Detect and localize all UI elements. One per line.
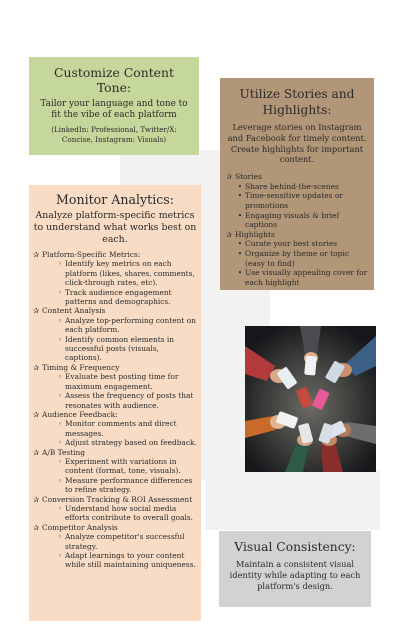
star-icon: ✰	[33, 362, 40, 372]
hollow-bullet-icon: ◦	[57, 419, 63, 429]
stories-list	[226, 172, 368, 287]
list-item: • Curate your best stories	[235, 239, 368, 249]
list-item: ◦ Adapt learnings to your content while still maintaining uniqueness.	[55, 551, 197, 570]
phones-illustration	[245, 326, 376, 472]
sub-list	[235, 239, 368, 287]
list-item: • Time-sensitive updates or promotions	[235, 191, 368, 210]
bullet-icon: •	[237, 181, 243, 191]
hollow-bullet-icon: ◦	[57, 456, 63, 466]
section-heading: ✰ Content Analysis	[33, 306, 106, 316]
star-icon: ✰	[33, 306, 40, 316]
analytics-description: Analyze platform-specific metrics to understand what works best on each.	[33, 210, 197, 245]
star-icon: ✰	[226, 229, 233, 239]
list-item: ◦ Track audience engagement patterns and demographics.	[55, 288, 197, 307]
list-item: ◦ Experiment with variations in content (format, tone, visuals).	[55, 457, 197, 476]
stories-highlights-card	[220, 78, 374, 290]
sub-list	[55, 372, 197, 410]
customize-description: Tailor your language and tone to fit the vibe of each platform	[40, 99, 188, 120]
section-heading: ✰ Conversion Tracking & ROI Assessment	[33, 494, 193, 504]
hollow-bullet-icon: ◦	[57, 532, 63, 542]
hollow-bullet-icon: ◦	[57, 287, 63, 297]
visual-title: Visual Consistency:	[234, 540, 356, 554]
list-item: ◦ Understand how social media efforts contribute to overall goals.	[55, 504, 197, 523]
sub-list	[55, 532, 197, 570]
hollow-bullet-icon: ◦	[57, 372, 63, 382]
section-heading: ✰ Competitor Analysis	[33, 522, 118, 532]
sub-list	[55, 504, 197, 523]
hollow-bullet-icon: ◦	[57, 551, 63, 560]
hollow-bullet-icon: ◦	[57, 503, 63, 513]
list-item: ◦ Evaluate best posting time for maximum engagement.	[55, 372, 197, 391]
stories-title: Utilize Stories and Highlights:	[239, 87, 355, 117]
list-item: ◦ Monitor comments and direct messages.	[55, 419, 197, 438]
section-heading: ✰ Stories	[226, 172, 262, 182]
hands-holding-phones-photo	[245, 326, 376, 472]
hollow-bullet-icon: ◦	[57, 475, 63, 485]
customize-tone-card	[29, 57, 199, 155]
list-item: ◦ Identify common elements in successful posts (visuals, captions).	[55, 335, 197, 363]
list-item: • Organize by theme or topic (easy to find)	[235, 249, 368, 268]
sub-list	[235, 182, 368, 230]
visual-consistency-card	[219, 531, 371, 607]
bullet-icon: •	[237, 210, 243, 220]
sub-list	[55, 316, 197, 363]
list-item: ◦ Assess the frequency of posts that resonates with audience.	[55, 391, 197, 410]
hollow-bullet-icon: ◦	[57, 438, 63, 448]
sub-list	[55, 419, 197, 447]
star-icon: ✰	[33, 409, 40, 419]
background-block	[205, 470, 380, 530]
hollow-bullet-icon: ◦	[57, 259, 63, 269]
bullet-icon: •	[237, 268, 243, 278]
bullet-icon: •	[237, 191, 243, 201]
list-item: • Use visually appealing cover for each highlight	[235, 268, 368, 287]
bullet-icon: •	[237, 248, 243, 258]
list-item: ◦ Measure performance differences to refine strategy.	[55, 476, 197, 495]
section-heading: ✰ Timing & Frequency	[33, 362, 120, 372]
sub-list	[55, 457, 197, 495]
customize-title: Customize Content Tone:	[54, 65, 174, 95]
analytics-title: Monitor Analytics:	[56, 192, 174, 207]
monitor-analytics-card	[29, 185, 201, 621]
list-item: ◦ Analyze top-performing content on each platform.	[55, 316, 197, 335]
list-item: ◦ Adjust strategy based on feedback.	[55, 438, 197, 447]
star-icon: ✰	[226, 172, 233, 182]
section-heading: ✰ Highlights	[226, 229, 275, 239]
star-icon: ✰	[33, 250, 40, 259]
section-heading: ✰ A/B Testing	[33, 447, 85, 457]
customize-platform-note: (LinkedIn: Professional, Twitter/X: Concise, Instagram: Visuals)	[51, 125, 177, 144]
sub-list	[55, 259, 197, 306]
list-item: • Engaging visuals & brief captions	[235, 211, 368, 230]
visual-description: Maintain a consistent visual identity while adapting to each platform's design.	[229, 559, 361, 591]
star-icon: ✰	[33, 522, 40, 532]
hollow-bullet-icon: ◦	[57, 334, 63, 344]
analytics-list	[33, 250, 197, 570]
list-item: ◦ Analyze competitor's successful strategy.	[55, 532, 197, 551]
star-icon: ✰	[33, 447, 40, 457]
stories-description: Leverage stories on Instagram and Facebook for timely content. Create highlights for important content.	[227, 122, 367, 165]
list-item: ◦ Identify key metrics on each platform (likes, shares, comments, click-through rates, etc).	[55, 259, 197, 287]
bullet-icon: •	[237, 239, 243, 249]
list-item: • Share behind-the-scenes	[235, 182, 368, 192]
section-heading: ✰ Platform-Specific Metrics:	[33, 250, 141, 259]
star-icon: ✰	[33, 494, 40, 504]
section-heading: ✰ Audience Feedback:	[33, 409, 118, 419]
hollow-bullet-icon: ◦	[57, 315, 63, 325]
hollow-bullet-icon: ◦	[57, 391, 63, 401]
